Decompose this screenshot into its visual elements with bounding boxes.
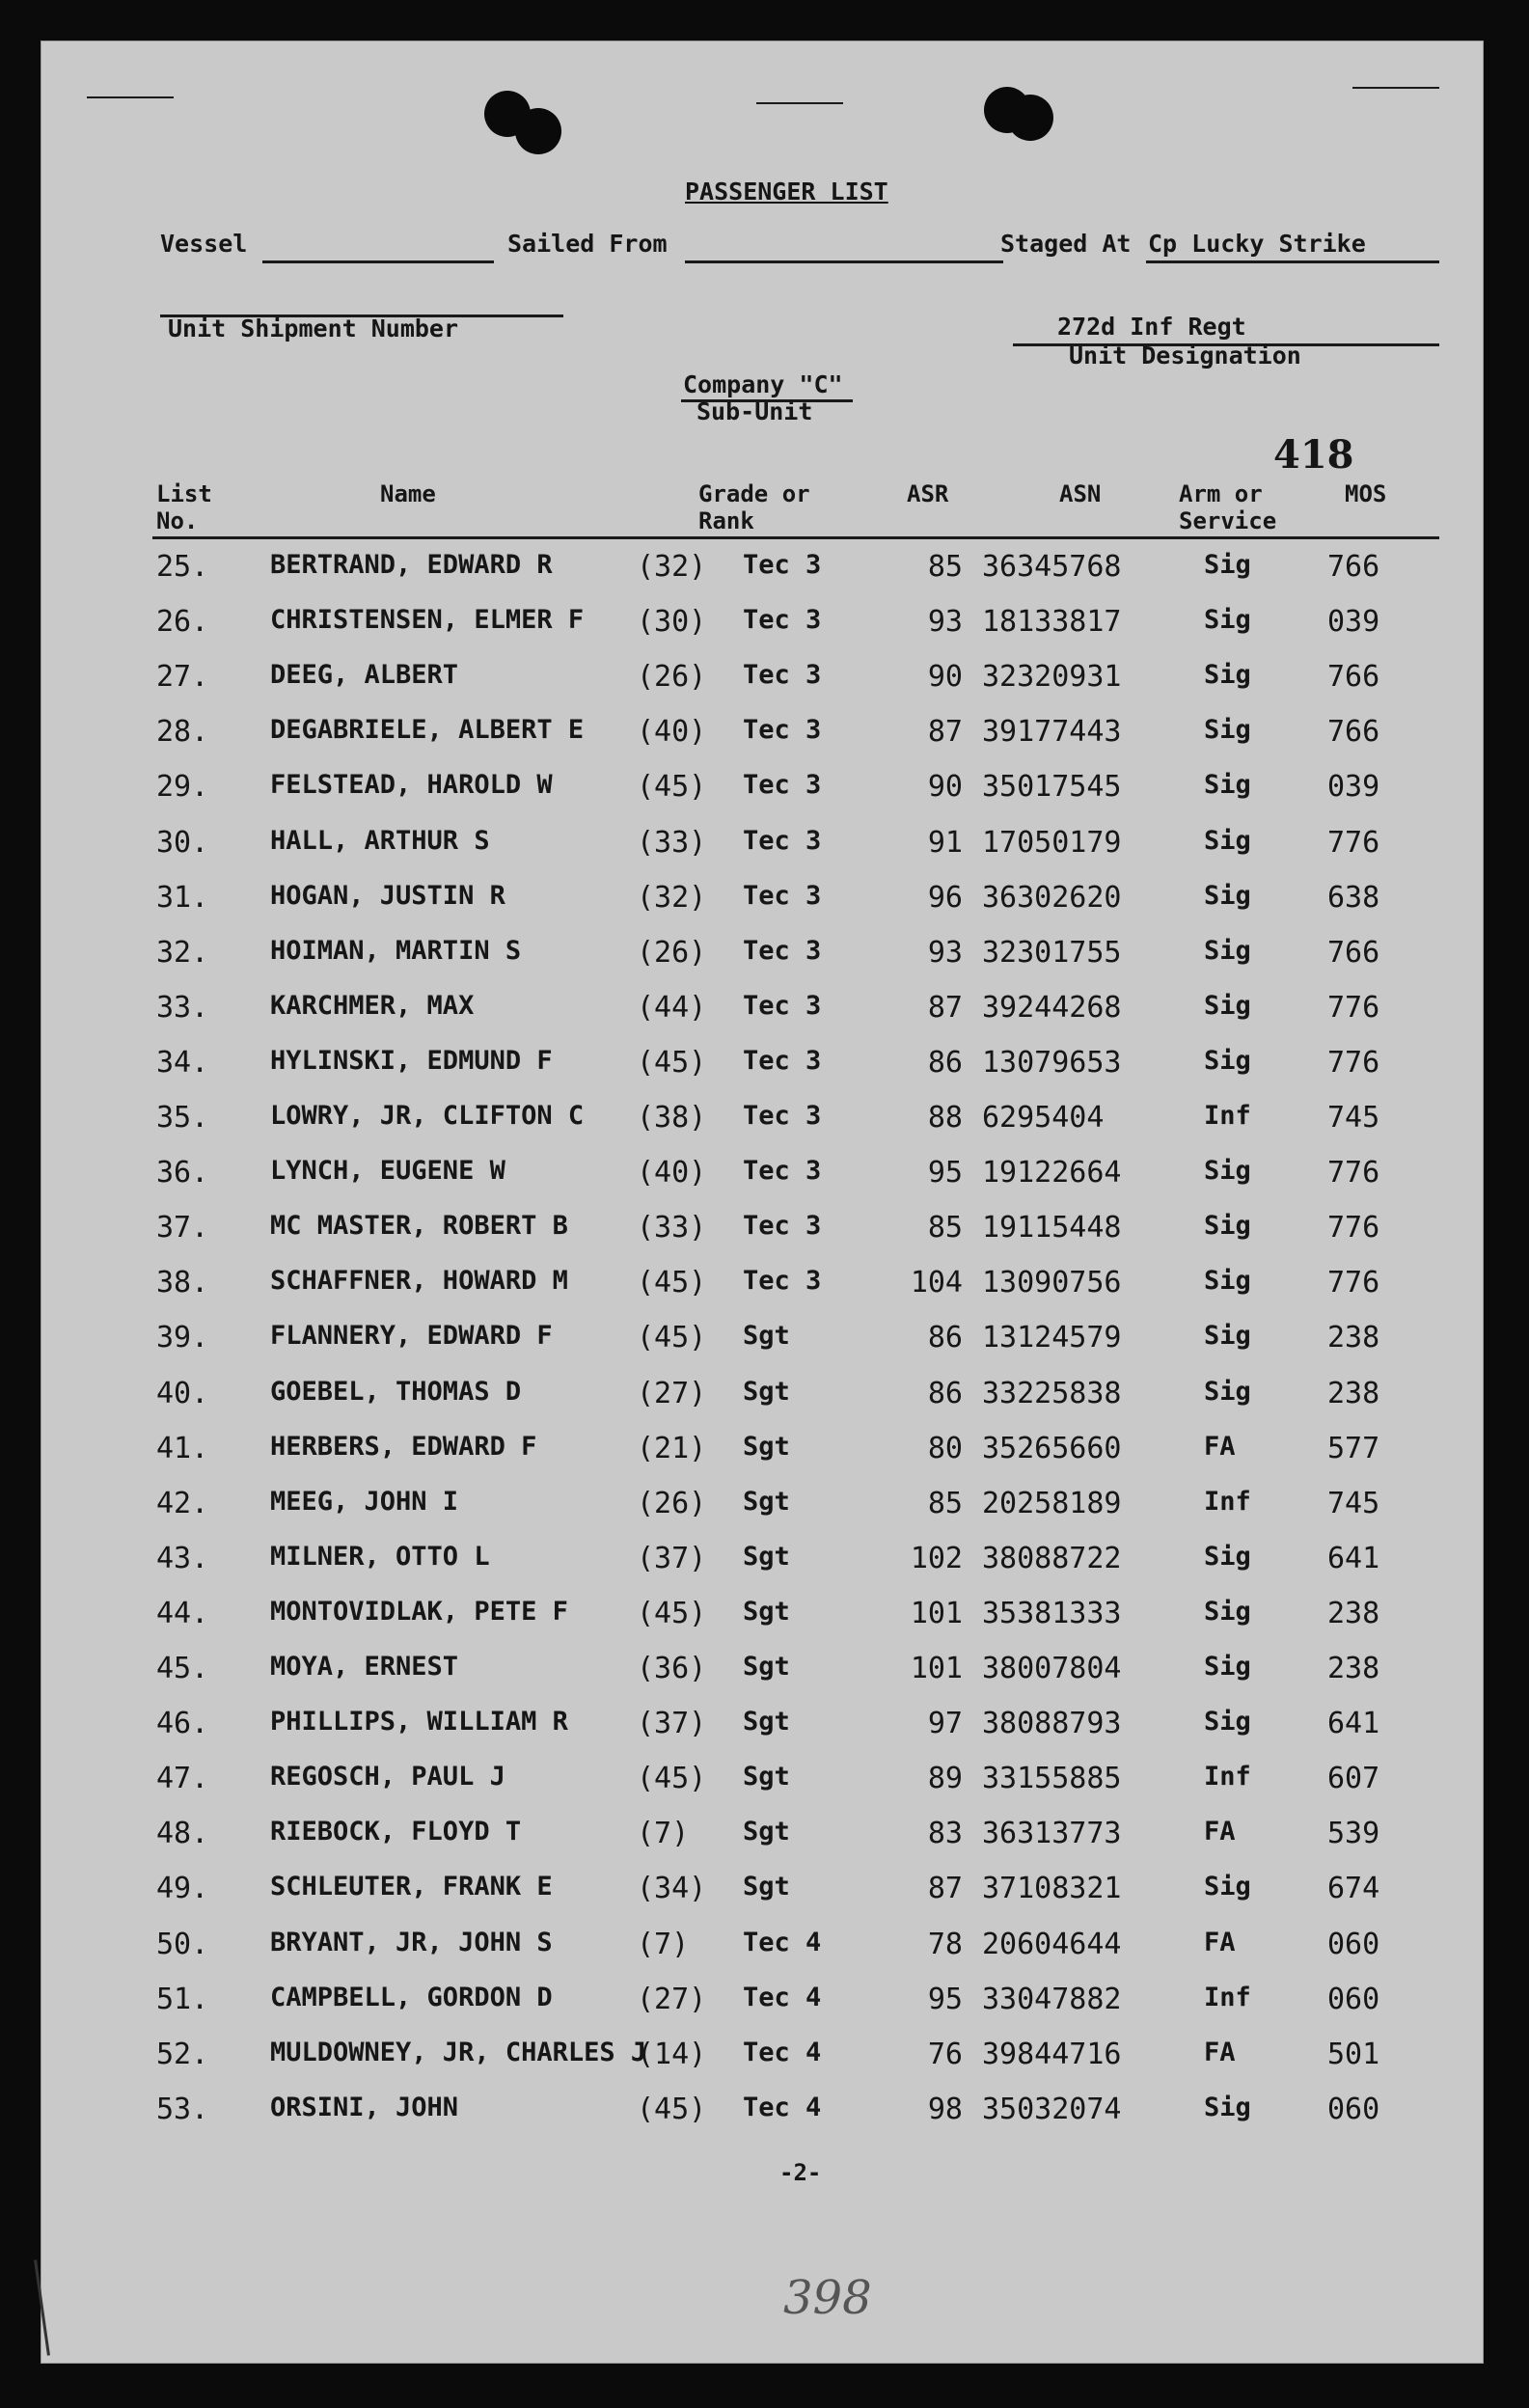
- grade-cell: Tec 3: [743, 1101, 822, 1131]
- list-no-cell: 38.: [156, 1266, 209, 1300]
- list-no-cell: 28.: [156, 715, 209, 750]
- sub-unit-label: Sub-Unit: [696, 397, 813, 425]
- asr-cell: 86: [927, 1321, 963, 1355]
- age-code-cell: (30): [637, 605, 707, 640]
- age-code-cell: (26): [637, 1486, 707, 1520]
- staged-at-field-line: [1146, 260, 1439, 263]
- name-cell: HOGAN, JUSTIN R: [270, 880, 505, 911]
- mos-cell: 766: [1327, 935, 1380, 970]
- asn-cell: 13090756: [982, 1266, 1122, 1300]
- grade-cell: Tec 3: [743, 935, 822, 966]
- vessel-label: Vessel: [160, 230, 248, 258]
- asr-cell: 95: [927, 1156, 963, 1190]
- name-cell: MULDOWNEY, JR, CHARLES J: [270, 2037, 647, 2067]
- mos-cell: 238: [1327, 1376, 1380, 1410]
- arm-cell: Sig: [1204, 1872, 1251, 1902]
- punch-hole: [1007, 95, 1053, 141]
- list-no-cell: 49.: [156, 1872, 209, 1906]
- name-cell: LYNCH, EUGENE W: [270, 1156, 505, 1187]
- asr-cell: 95: [927, 1982, 963, 2016]
- asr-cell: 85: [927, 1211, 963, 1245]
- col-header-list-no: List No.: [156, 480, 212, 534]
- age-code-cell: (33): [637, 1211, 707, 1245]
- grade-cell: Sgt: [743, 1707, 790, 1738]
- arm-cell: Sig: [1204, 1266, 1251, 1297]
- asn-cell: 32301755: [982, 935, 1122, 970]
- mos-cell: 039: [1327, 605, 1380, 640]
- list-no-cell: 35.: [156, 1101, 209, 1135]
- name-cell: BRYANT, JR, JOHN S: [270, 1927, 553, 1957]
- grade-cell: Sgt: [743, 1431, 790, 1462]
- asr-cell: 102: [910, 1541, 963, 1575]
- list-no-cell: 39.: [156, 1321, 209, 1355]
- asn-cell: 38088793: [982, 1707, 1122, 1741]
- asn-cell: 35017545: [982, 770, 1122, 805]
- mos-cell: 745: [1327, 1486, 1380, 1520]
- list-no-cell: 53.: [156, 2092, 209, 2126]
- asn-cell: 38088722: [982, 1541, 1122, 1575]
- asn-cell: 6295404: [982, 1101, 1105, 1135]
- grade-cell: Tec 3: [743, 990, 822, 1021]
- list-no-cell: 47.: [156, 1762, 209, 1796]
- age-code-cell: (26): [637, 935, 707, 970]
- arm-cell: Sig: [1204, 770, 1251, 801]
- asr-cell: 86: [927, 1045, 963, 1080]
- mos-cell: 766: [1327, 550, 1380, 584]
- list-no-cell: 51.: [156, 1982, 209, 2016]
- grade-cell: Tec 4: [743, 1927, 822, 1957]
- age-code-cell: (37): [637, 1541, 707, 1575]
- page-number-stamp: 418: [1273, 432, 1354, 478]
- arm-cell: Sig: [1204, 1376, 1251, 1407]
- mos-cell: 641: [1327, 1707, 1380, 1741]
- handwritten-number: 398: [783, 2271, 872, 2325]
- mos-cell: 060: [1327, 1927, 1380, 1961]
- asn-cell: 39244268: [982, 990, 1122, 1025]
- name-cell: DEEG, ALBERT: [270, 660, 459, 691]
- age-code-cell: (27): [637, 1982, 707, 2016]
- arm-cell: FA: [1204, 1431, 1236, 1462]
- age-code-cell: (14): [637, 2037, 707, 2071]
- grade-cell: Tec 3: [743, 1045, 822, 1076]
- asn-cell: 33225838: [982, 1376, 1122, 1410]
- list-no-cell: 52.: [156, 2037, 209, 2071]
- arm-cell: Sig: [1204, 990, 1251, 1021]
- col-header-name: Name: [380, 480, 436, 507]
- asr-cell: 88: [927, 1101, 963, 1135]
- arm-cell: Sig: [1204, 605, 1251, 636]
- asn-cell: 39177443: [982, 715, 1122, 750]
- asn-cell: 32320931: [982, 660, 1122, 695]
- arm-cell: Sig: [1204, 660, 1251, 691]
- asn-cell: 38007804: [982, 1652, 1122, 1685]
- age-code-cell: (32): [637, 880, 707, 915]
- list-no-cell: 31.: [156, 880, 209, 915]
- asr-cell: 104: [910, 1266, 963, 1300]
- mos-cell: 776: [1327, 990, 1380, 1025]
- name-cell: SCHAFFNER, HOWARD M: [270, 1266, 568, 1297]
- arm-cell: Inf: [1204, 1486, 1251, 1517]
- arm-cell: Sig: [1204, 2092, 1251, 2122]
- list-no-cell: 42.: [156, 1486, 209, 1520]
- name-cell: GOEBEL, THOMAS D: [270, 1376, 522, 1407]
- mos-cell: 776: [1327, 1211, 1380, 1245]
- age-code-cell: (45): [637, 1045, 707, 1080]
- asr-cell: 96: [927, 880, 963, 915]
- age-code-cell: (21): [637, 1431, 707, 1465]
- list-no-cell: 33.: [156, 990, 209, 1025]
- age-code-cell: (32): [637, 550, 707, 584]
- col-header-mos: MOS: [1345, 480, 1387, 507]
- age-code-cell: (7): [637, 1927, 690, 1961]
- asr-cell: 97: [927, 1707, 963, 1741]
- asr-cell: 93: [927, 605, 963, 640]
- asn-cell: 13079653: [982, 1045, 1122, 1080]
- asn-cell: 35381333: [982, 1596, 1122, 1630]
- mos-cell: 766: [1327, 715, 1380, 750]
- asr-cell: 83: [927, 1817, 963, 1851]
- name-cell: MC MASTER, ROBERT B: [270, 1211, 568, 1242]
- age-code-cell: (33): [637, 825, 707, 860]
- asr-cell: 76: [927, 2037, 963, 2071]
- age-code-cell: (45): [637, 1596, 707, 1630]
- asn-cell: 33155885: [982, 1762, 1122, 1796]
- mos-cell: 060: [1327, 2092, 1380, 2126]
- asn-cell: 20258189: [982, 1486, 1122, 1520]
- unit-designation-value: 272d Inf Regt: [1057, 313, 1246, 341]
- name-cell: CAMPBELL, GORDON D: [270, 1982, 553, 2012]
- grade-cell: Sgt: [743, 1541, 790, 1572]
- asr-cell: 87: [927, 990, 963, 1025]
- sailed-from-field-line: [685, 260, 1003, 263]
- mos-cell: 745: [1327, 1101, 1380, 1135]
- name-cell: PHILLIPS, WILLIAM R: [270, 1707, 568, 1738]
- list-no-cell: 25.: [156, 550, 209, 584]
- list-no-cell: 48.: [156, 1817, 209, 1851]
- age-code-cell: (44): [637, 990, 707, 1025]
- asr-cell: 98: [927, 2092, 963, 2126]
- mos-cell: 766: [1327, 660, 1380, 695]
- sub-unit-value: Company "C": [683, 370, 843, 398]
- asr-cell: 87: [927, 715, 963, 750]
- col-header-asn: ASN: [1059, 480, 1102, 507]
- arm-cell: Sig: [1204, 880, 1251, 911]
- asr-cell: 91: [927, 825, 963, 860]
- grade-cell: Tec 3: [743, 1266, 822, 1297]
- name-cell: RIEBOCK, FLOYD T: [270, 1817, 522, 1847]
- col-header-arm: Arm or Service: [1179, 480, 1277, 534]
- grade-cell: Tec 3: [743, 1156, 822, 1187]
- staged-at-label: Staged At: [1000, 230, 1132, 258]
- asn-cell: 36345768: [982, 550, 1122, 584]
- list-no-cell: 32.: [156, 935, 209, 970]
- name-cell: HERBERS, EDWARD F: [270, 1431, 537, 1462]
- arm-cell: Sig: [1204, 1541, 1251, 1572]
- asn-cell: 33047882: [982, 1982, 1122, 2016]
- mos-cell: 238: [1327, 1596, 1380, 1630]
- age-code-cell: (45): [637, 1762, 707, 1796]
- mos-cell: 776: [1327, 825, 1380, 860]
- name-cell: DEGABRIELE, ALBERT E: [270, 715, 585, 746]
- arm-cell: Inf: [1204, 1101, 1251, 1131]
- list-no-cell: 37.: [156, 1211, 209, 1245]
- mos-cell: 641: [1327, 1541, 1380, 1575]
- edge-mark: [34, 2259, 50, 2355]
- arm-cell: Inf: [1204, 1762, 1251, 1792]
- asr-cell: 78: [927, 1927, 963, 1961]
- unit-shipment-label: Unit Shipment Number: [168, 315, 459, 342]
- arm-cell: FA: [1204, 1817, 1236, 1847]
- arm-cell: Inf: [1204, 1982, 1251, 2012]
- grade-cell: Tec 3: [743, 1211, 822, 1242]
- arm-cell: Sig: [1204, 1211, 1251, 1242]
- grade-cell: Sgt: [743, 1872, 790, 1902]
- asr-cell: 90: [927, 770, 963, 805]
- grade-cell: Tec 4: [743, 2037, 822, 2067]
- unit-designation-label: Unit Designation: [1069, 342, 1301, 369]
- grade-cell: Sgt: [743, 1762, 790, 1792]
- name-cell: MOYA, ERNEST: [270, 1652, 459, 1682]
- mos-cell: 776: [1327, 1266, 1380, 1300]
- name-cell: HOIMAN, MARTIN S: [270, 935, 522, 966]
- arm-cell: Sig: [1204, 1707, 1251, 1738]
- asn-cell: 20604644: [982, 1927, 1122, 1961]
- list-no-cell: 45.: [156, 1652, 209, 1685]
- asr-cell: 86: [927, 1376, 963, 1410]
- grade-cell: Sgt: [743, 1596, 790, 1627]
- list-no-cell: 36.: [156, 1156, 209, 1190]
- grade-cell: Sgt: [743, 1376, 790, 1407]
- arm-cell: Sig: [1204, 1045, 1251, 1076]
- age-code-cell: (27): [637, 1376, 707, 1410]
- name-cell: ORSINI, JOHN: [270, 2092, 459, 2122]
- col-header-grade: Grade or Rank: [698, 480, 810, 534]
- name-cell: SCHLEUTER, FRANK E: [270, 1872, 553, 1902]
- name-cell: BERTRAND, EDWARD R: [270, 550, 553, 580]
- asn-cell: 18133817: [982, 605, 1122, 640]
- grade-cell: Tec 4: [743, 1982, 822, 2012]
- arm-cell: Sig: [1204, 1321, 1251, 1352]
- punch-hole: [515, 108, 561, 154]
- arm-cell: Sig: [1204, 935, 1251, 966]
- name-cell: FELSTEAD, HAROLD W: [270, 770, 553, 801]
- grade-cell: Sgt: [743, 1321, 790, 1352]
- name-cell: CHRISTENSEN, ELMER F: [270, 605, 585, 636]
- age-code-cell: (36): [637, 1652, 707, 1685]
- age-code-cell: (34): [637, 1872, 707, 1906]
- arm-cell: Sig: [1204, 550, 1251, 580]
- name-cell: HALL, ARTHUR S: [270, 825, 490, 856]
- grade-cell: Tec 3: [743, 825, 822, 856]
- asn-cell: 13124579: [982, 1321, 1122, 1355]
- list-no-cell: 43.: [156, 1541, 209, 1575]
- age-code-cell: (7): [637, 1817, 690, 1851]
- asn-cell: 19115448: [982, 1211, 1122, 1245]
- list-no-cell: 46.: [156, 1707, 209, 1741]
- edge-mark: [1352, 87, 1439, 89]
- mos-cell: 577: [1327, 1431, 1380, 1465]
- age-code-cell: (45): [637, 2092, 707, 2126]
- asn-cell: 17050179: [982, 825, 1122, 860]
- col-header-asr: ASR: [907, 480, 949, 507]
- asr-cell: 90: [927, 660, 963, 695]
- list-no-cell: 44.: [156, 1596, 209, 1630]
- mos-cell: 501: [1327, 2037, 1380, 2071]
- mos-cell: 638: [1327, 880, 1380, 915]
- age-code-cell: (45): [637, 1266, 707, 1300]
- document-page: [41, 41, 1484, 2364]
- mos-cell: 776: [1327, 1156, 1380, 1190]
- age-code-cell: (26): [637, 660, 707, 695]
- list-no-cell: 30.: [156, 825, 209, 860]
- asr-cell: 101: [910, 1652, 963, 1685]
- asr-cell: 85: [927, 550, 963, 584]
- page-mark: -2-: [779, 2159, 822, 2186]
- grade-cell: Sgt: [743, 1486, 790, 1517]
- list-no-cell: 50.: [156, 1927, 209, 1961]
- grade-cell: Tec 4: [743, 2092, 822, 2122]
- grade-cell: Tec 3: [743, 880, 822, 911]
- mos-cell: 776: [1327, 1045, 1380, 1080]
- name-cell: MONTOVIDLAK, PETE F: [270, 1596, 568, 1627]
- grade-cell: Tec 3: [743, 715, 822, 746]
- list-no-cell: 29.: [156, 770, 209, 805]
- vessel-field-line: [262, 260, 494, 263]
- name-cell: FLANNERY, EDWARD F: [270, 1321, 553, 1352]
- name-cell: MEEG, JOHN I: [270, 1486, 459, 1517]
- edge-mark: [87, 96, 174, 98]
- arm-cell: FA: [1204, 1927, 1236, 1957]
- edge-mark: [756, 102, 843, 104]
- asr-cell: 93: [927, 935, 963, 970]
- name-cell: LOWRY, JR, CLIFTON C: [270, 1101, 585, 1131]
- asr-cell: 89: [927, 1762, 963, 1796]
- mos-cell: 674: [1327, 1872, 1380, 1906]
- mos-cell: 238: [1327, 1652, 1380, 1685]
- age-code-cell: (40): [637, 1156, 707, 1190]
- header-rule: [152, 536, 1439, 539]
- asr-cell: 80: [927, 1431, 963, 1465]
- age-code-cell: (38): [637, 1101, 707, 1135]
- arm-cell: Sig: [1204, 1596, 1251, 1627]
- name-cell: MILNER, OTTO L: [270, 1541, 490, 1572]
- list-no-cell: 41.: [156, 1431, 209, 1465]
- asn-cell: 37108321: [982, 1872, 1122, 1906]
- grade-cell: Tec 3: [743, 605, 822, 636]
- list-no-cell: 27.: [156, 660, 209, 695]
- list-no-cell: 34.: [156, 1045, 209, 1080]
- asn-cell: 39844716: [982, 2037, 1122, 2071]
- name-cell: KARCHMER, MAX: [270, 990, 475, 1021]
- arm-cell: FA: [1204, 2037, 1236, 2067]
- asr-cell: 85: [927, 1486, 963, 1520]
- arm-cell: Sig: [1204, 1156, 1251, 1187]
- staged-at-value: Cp Lucky Strike: [1148, 230, 1366, 258]
- mos-cell: 539: [1327, 1817, 1380, 1851]
- list-no-cell: 40.: [156, 1376, 209, 1410]
- list-no-cell: 26.: [156, 605, 209, 640]
- asn-cell: 36313773: [982, 1817, 1122, 1851]
- grade-cell: Tec 3: [743, 770, 822, 801]
- grade-cell: Sgt: [743, 1817, 790, 1847]
- age-code-cell: (45): [637, 1321, 707, 1355]
- age-code-cell: (37): [637, 1707, 707, 1741]
- age-code-cell: (45): [637, 770, 707, 805]
- sailed-from-label: Sailed From: [507, 230, 668, 258]
- name-cell: REGOSCH, PAUL J: [270, 1762, 505, 1792]
- age-code-cell: (40): [637, 715, 707, 750]
- grade-cell: Sgt: [743, 1652, 790, 1682]
- arm-cell: Sig: [1204, 1652, 1251, 1682]
- arm-cell: Sig: [1204, 715, 1251, 746]
- asn-cell: 36302620: [982, 880, 1122, 915]
- asn-cell: 19122664: [982, 1156, 1122, 1190]
- asr-cell: 101: [910, 1596, 963, 1630]
- name-cell: HYLINSKI, EDMUND F: [270, 1045, 553, 1076]
- arm-cell: Sig: [1204, 825, 1251, 856]
- grade-cell: Tec 3: [743, 660, 822, 691]
- asn-cell: 35032074: [982, 2092, 1122, 2126]
- mos-cell: 060: [1327, 1982, 1380, 2016]
- mos-cell: 039: [1327, 770, 1380, 805]
- mos-cell: 607: [1327, 1762, 1380, 1796]
- grade-cell: Tec 3: [743, 550, 822, 580]
- asn-cell: 35265660: [982, 1431, 1122, 1465]
- document-title: PASSENGER LIST: [685, 178, 888, 205]
- mos-cell: 238: [1327, 1321, 1380, 1355]
- asr-cell: 87: [927, 1872, 963, 1906]
